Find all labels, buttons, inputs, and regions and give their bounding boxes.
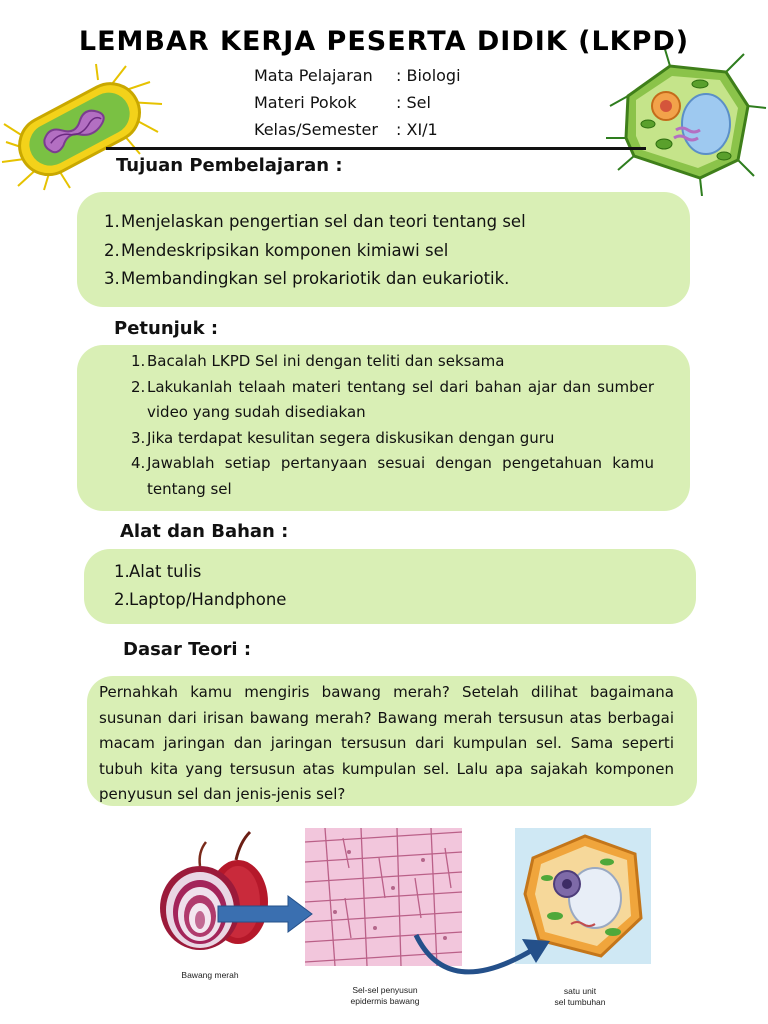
tujuan-heading: Tujuan Pembelajaran : xyxy=(116,155,343,176)
list-item: 1. Menjelaskan pengertian sel dan teori tentang sel xyxy=(104,212,526,231)
alat-panel xyxy=(84,549,696,624)
onion-caption: Bawang merah xyxy=(181,970,239,980)
list-item: 4. Jawablah setiap pertanyaan sesuai dengan pengetahuan kamu tentang sel xyxy=(131,454,654,498)
tujuan-panel xyxy=(77,192,690,307)
header-divider xyxy=(106,147,646,150)
list-item: 1. Alat tulis xyxy=(114,562,202,581)
onion-photo xyxy=(158,830,268,955)
document-meta xyxy=(254,62,461,143)
list-item: 3. Membandingkan sel prokariotik dan eukariotik. xyxy=(104,269,510,288)
list-item: 2. Laptop/Handphone xyxy=(114,590,287,609)
teori-panel xyxy=(87,676,697,806)
alat-list xyxy=(114,558,286,614)
list-item: 3. Jika terdapat kesulitan segera diskusikan dengan guru xyxy=(131,428,555,447)
meta-topic: Materi Pokok : Sel xyxy=(254,93,431,112)
list-item: 1. Bacalah LKPD Sel ini dengan teliti dan seksama xyxy=(131,352,505,370)
alat-heading: Alat dan Bahan : xyxy=(120,521,289,542)
petunjuk-panel xyxy=(77,345,690,511)
page-title: LEMBAR KERJA PESERTA DIDIK (LKPD) xyxy=(78,26,690,57)
arrow-icon xyxy=(216,894,316,934)
petunjuk-list xyxy=(131,349,654,503)
list-item: 2. Mendeskripsikan komponen kimiawi sel xyxy=(104,240,449,260)
meta-subject: Mata Pelajaran : Biologi xyxy=(254,66,461,85)
meta-class: Kelas/Semester : XI/1 xyxy=(254,120,438,139)
list-item: 2. Lakukanlah telaah materi tentang sel dari bahan ajar dan sumber video yang sudah disediakan xyxy=(131,377,654,422)
teori-text: Pernahkah kamu mengiris bawang merah? Setelah dilihat bagaimana susunan dari irisan bawang merah? Bawang merah tersusun atas berbagai macam jaringan dan jaringan tersusun dari kumpulan sel. Sama seperti tubuh kita yang tersusun atas kumpulan sel. Lalu apa sajakah komponen penyusun sel dan jenis-jenis sel? xyxy=(99,683,674,804)
plant-cell-caption: satu unit sel tumbuhan xyxy=(554,986,606,1007)
plant-cell-illustration xyxy=(604,46,768,196)
tujuan-list xyxy=(104,208,674,294)
teori-heading: Dasar Teori : xyxy=(123,639,252,660)
epidermis-caption: Sel-sel penyusun epidermis bawang xyxy=(350,985,420,1006)
petunjuk-heading: Petunjuk : xyxy=(114,318,219,339)
